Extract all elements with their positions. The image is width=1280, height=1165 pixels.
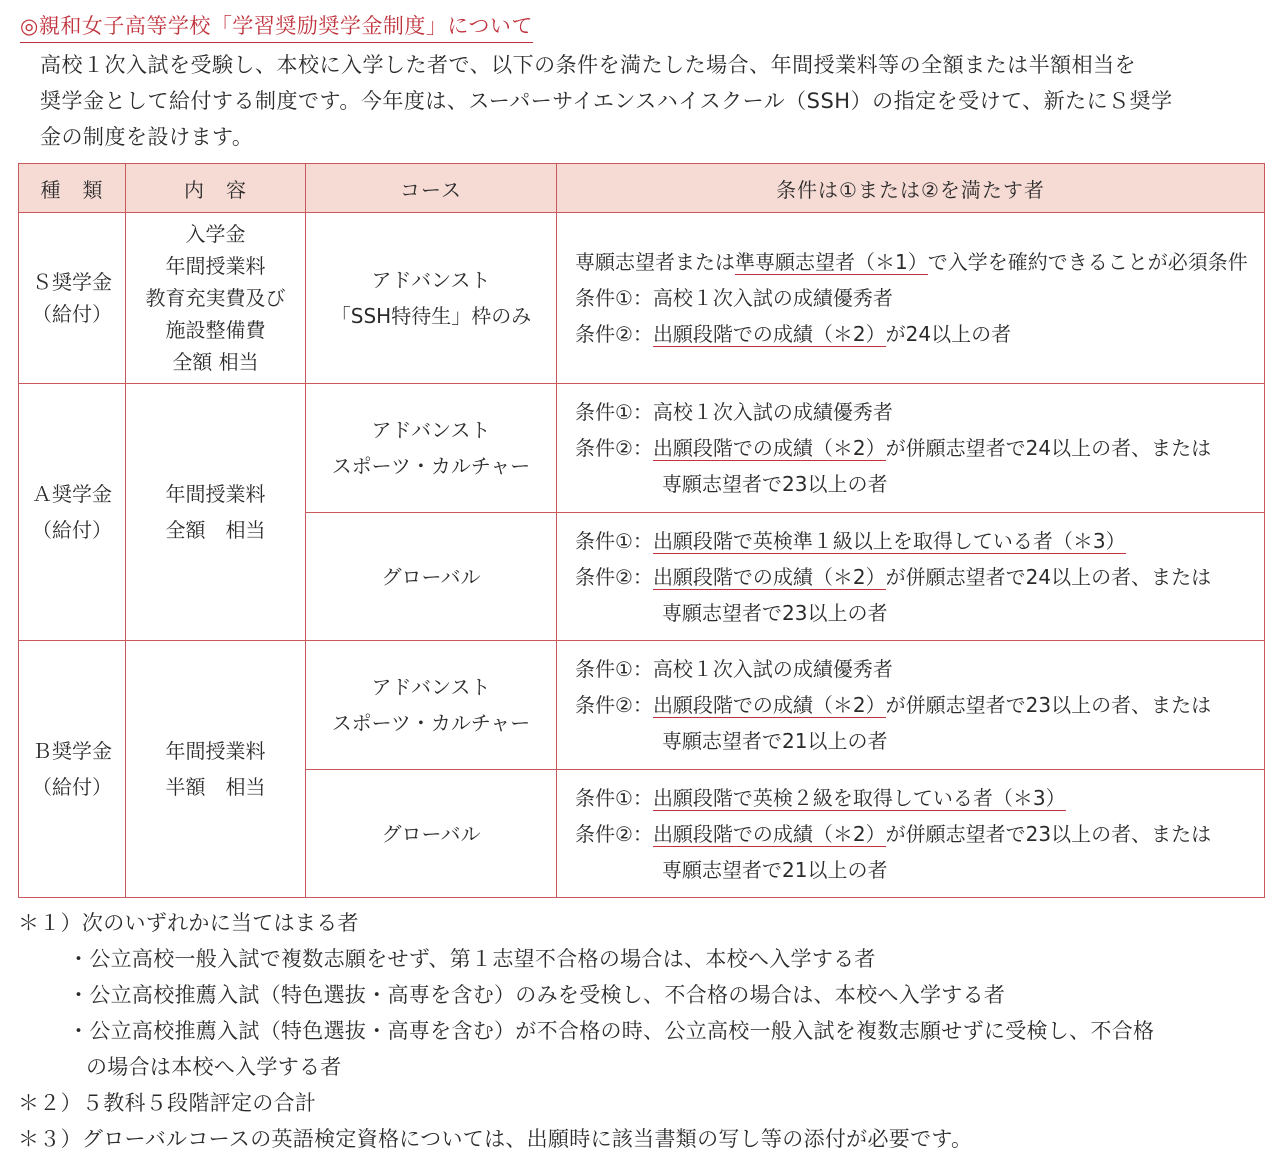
s-content-line: 施設整備費 (165, 318, 266, 342)
b-global-conditions-cell (557, 770, 1265, 898)
b1-condition-2 (575, 687, 1264, 723)
a1-condition-2-cont: 専願志望者で23以上の者 (662, 472, 888, 496)
a-content-cell (126, 384, 306, 641)
s-conditions-cell (557, 213, 1265, 384)
s-content-line: 教育充実費及び (145, 286, 286, 310)
s-req-underlined: 準専願志望者（＊1） (735, 250, 928, 274)
a1-c2-rest: が併願志望者で24以上の者、または (885, 436, 1212, 460)
a2-c2-prefix: 条件②： (575, 564, 653, 589)
s-requirement (575, 244, 1264, 280)
b2-condition-2-cont: 専願志望者で21以上の者 (662, 857, 888, 882)
header-content: 内 容 (126, 164, 306, 213)
b-advanced-conditions-cell (557, 641, 1265, 770)
a2-c2-underlined: 出願段階での成績（＊2） (652, 564, 886, 589)
b-content-cell (126, 641, 306, 898)
header-type: 種 類 (19, 164, 126, 213)
a-course-line: スポーツ・カルチャー (331, 454, 531, 478)
a-type-cell (19, 384, 126, 641)
s-course-line: 「SSH特待生」枠のみ (330, 304, 532, 328)
footnote-2: ＊２）５教科５段階評定の合計 (18, 1091, 317, 1115)
a-content-line: 年間授業料 (165, 482, 266, 506)
intro-paragraph (40, 47, 1268, 155)
s-c2-prefix: 条件②： (575, 322, 653, 346)
s-req-b: で入学を確約できることが必須条件 (927, 250, 1248, 274)
a2-condition-2-cont: 専願志望者で23以上の者 (662, 600, 888, 625)
b1-condition-2-cont: 専願志望者で21以上の者 (662, 729, 888, 753)
a1-c2-prefix: 条件②： (575, 436, 653, 460)
a-type-kind: （給付） (32, 518, 112, 542)
s-content-line: 年間授業料 (165, 254, 266, 278)
a1-c2-underlined: 出願段階での成績（＊2） (652, 436, 886, 460)
b1-c2-underlined: 出願段階での成績（＊2） (652, 693, 886, 717)
b-type-cell (19, 641, 126, 898)
b-type-kind: （給付） (32, 775, 112, 799)
s-course-line: アドバンスト (371, 268, 491, 292)
a-course-line: アドバンスト (371, 418, 491, 442)
a-advanced-course-cell (306, 384, 557, 513)
s-condition-1: 条件①：高校１次入試の成績優秀者 (575, 286, 893, 310)
intro-line: 金の制度を設けます。 (40, 125, 254, 149)
b1-c2-prefix: 条件②： (575, 693, 653, 717)
header-course: コース (306, 164, 557, 213)
b1-c2-rest: が併願志望者で23以上の者、または (885, 693, 1212, 717)
a-advanced-conditions-cell (557, 384, 1265, 513)
s-type-kind: （給付） (32, 302, 112, 326)
a1-condition-2 (575, 430, 1264, 466)
b2-condition-1 (575, 780, 1264, 816)
b-course-line: スポーツ・カルチャー (331, 711, 531, 735)
b-course-line: アドバンスト (371, 675, 491, 699)
b2-c2-rest: が併願志望者で23以上の者、または (885, 821, 1212, 846)
s-content-line: 入学金 (185, 222, 246, 246)
a2-c1-prefix: 条件①： (575, 528, 653, 553)
intro-line: 奨学金として給付する制度です。今年度は、スーパーサイエンスハイスクール（SSH）の指定を受けて、新たにＳ奨学 (40, 89, 1173, 113)
s-type-name: Ｓ奨学金 (32, 270, 112, 294)
a2-c1-underlined: 出願段階で英検準１級以上を取得している者（＊3） (652, 528, 1126, 553)
header-conditions: 条件は①または②を満たす者 (557, 164, 1265, 213)
page-title: ◎親和女子高等学校「学習奨励奨学金制度」について (20, 10, 533, 43)
a1-condition-1: 条件①：高校１次入試の成績優秀者 (575, 400, 893, 424)
footnote-1: ＊１）次のいずれかに当てはまる者 (18, 911, 359, 935)
b-advanced-course-cell (306, 641, 557, 770)
s-c2-underlined: 出願段階での成績（＊2） (652, 322, 886, 346)
a-type-name: Ａ奨学金 (32, 482, 112, 506)
scholarship-table (18, 163, 1265, 898)
s-course-cell (306, 213, 557, 384)
b2-condition-2 (575, 816, 1264, 852)
table-row-s (19, 213, 1265, 384)
footnote-1-bullet-cont: の場合は本校へ入学する者 (86, 1055, 342, 1079)
footnote-1-bullet: ・公立高校推薦入試（特色選抜・高専を含む）のみを受検し、不合格の場合は、本校へ入学する者 (68, 983, 1006, 1007)
s-content-line: 全額 相当 (172, 350, 259, 374)
b-content-line: 半額 相当 (165, 775, 266, 799)
s-type-cell (19, 213, 126, 384)
s-req-a: 専願志望者または (575, 250, 735, 274)
intro-line: 高校１次入試を受験し、本校に入学した者で、以下の条件を満たした場合、年間授業料等の全額または半額相当を (40, 53, 1137, 77)
s-c2-rest: が24以上の者 (885, 322, 1012, 346)
table-row-a-advanced (19, 384, 1265, 513)
b2-c1-underlined: 出願段階で英検２級を取得している者（＊3） (652, 785, 1066, 810)
footnote-3: ＊３）グローバルコースの英語検定資格については、出願時に該当書類の写し等の添付が必要です。 (18, 1127, 973, 1151)
table-header-row (19, 164, 1265, 213)
s-content-cell (126, 213, 306, 384)
table-row-b-advanced (19, 641, 1265, 770)
a2-condition-1 (575, 523, 1264, 559)
footnote-1-bullet: ・公立高校一般入試で複数志願をせず、第１志望不合格の場合は、本校へ入学する者 (68, 947, 876, 971)
a-global-conditions-cell (557, 513, 1265, 641)
s-condition-2 (575, 316, 1264, 352)
a-global-course-cell: グローバル (306, 513, 557, 641)
a2-c2-rest: が併願志望者で24以上の者、または (885, 564, 1212, 589)
b-content-line: 年間授業料 (165, 739, 266, 763)
b-global-course-cell: グローバル (306, 770, 557, 898)
footnotes (18, 905, 1268, 1157)
a2-condition-2 (575, 559, 1264, 595)
b-type-name: Ｂ奨学金 (32, 739, 112, 763)
b1-condition-1: 条件①：高校１次入試の成績優秀者 (575, 657, 893, 681)
footnote-1-bullet: ・公立高校推薦入試（特色選抜・高専を含む）が不合格の時、公立高校一般入試を複数志願せずに受検し、不合格 (68, 1019, 1155, 1043)
b2-c2-prefix: 条件②： (575, 821, 653, 846)
b2-c2-underlined: 出願段階での成績（＊2） (652, 821, 886, 846)
a-content-line: 全額 相当 (165, 518, 266, 542)
b2-c1-prefix: 条件①： (575, 785, 653, 810)
